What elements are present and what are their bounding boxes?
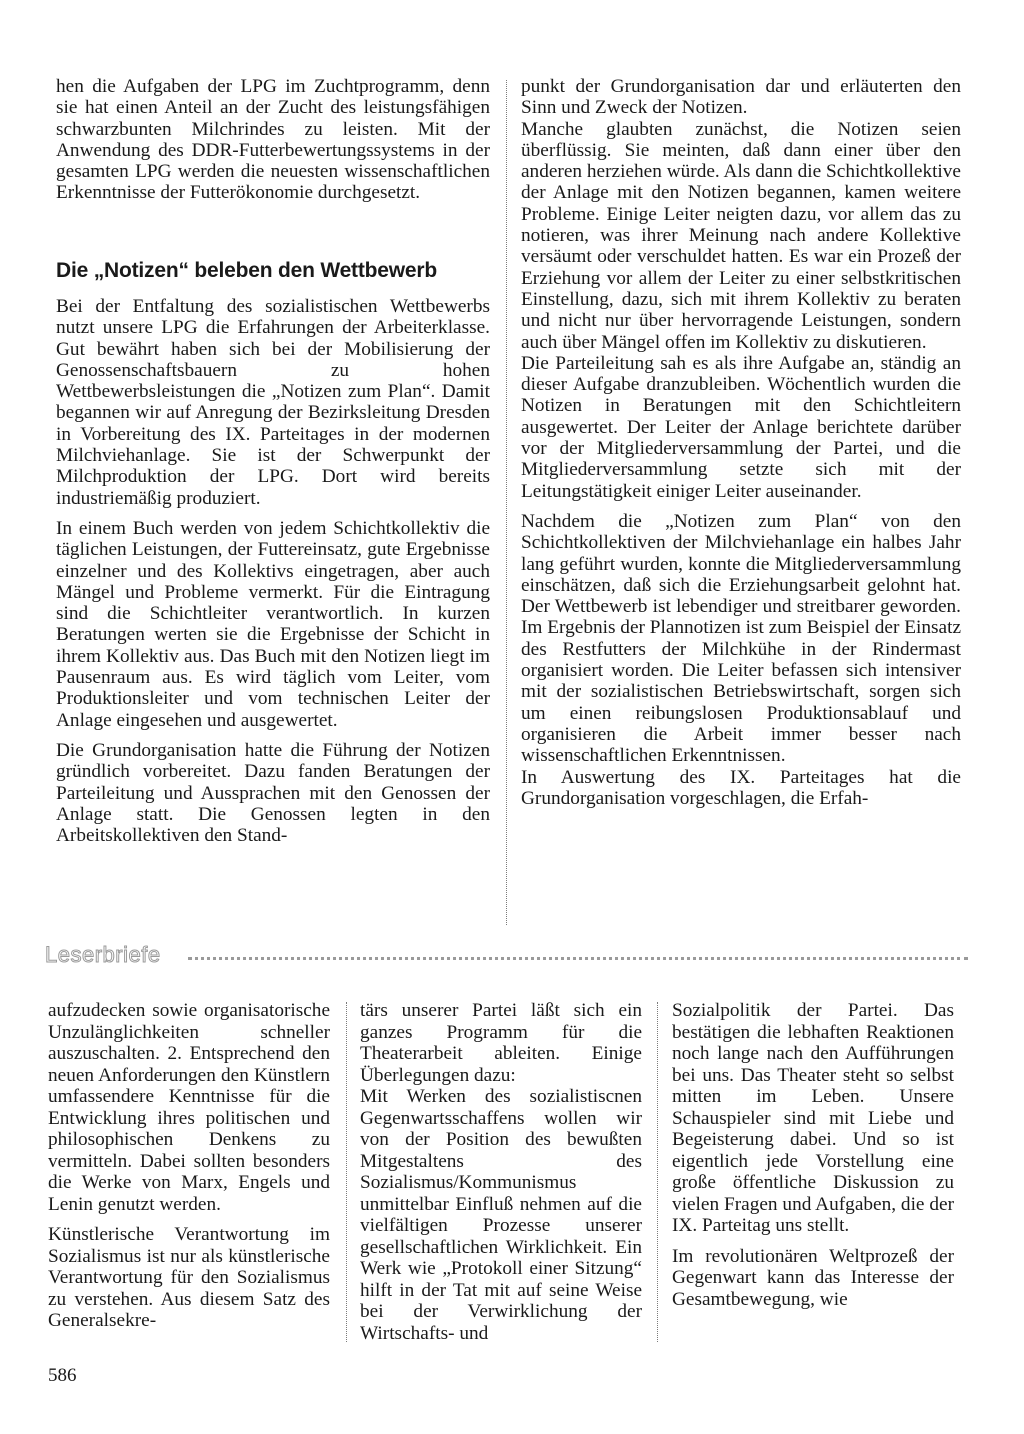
section-heading: Die „Notizen“ beleben den Wettbewerb [56,259,437,282]
paragraph: Mit Werken des sozialistiscnen Gegenwartsschaffens wollen wir von der Position des bewußten Mitgestaltens des Sozialismus/Kommunismus unmittelbar Einfluß nehmen auf die vielfältigen Prozesse unserer gesellschaftlichen Wirklichkeit. Ein Werk wie „Protokoll einer Sitzung“ hilft in der Tat mit auf seine Weise bei der Verwirklichung der Wirtschafts- und [360,1086,642,1344]
paragraph: Sozialpolitik der Partei. Das bestätigen die lebhaften Reaktionen noch lange nach den Aufführungen bei uns. Das Theater steht so selbst mitten im Leben. Unsere Schauspieler sind mit Liebe und Begeisterung dabei. Und so ist eigentlich jede Vorstellung eine große öffentliche Diskussion zu vielen Fragen und Aufgaben, die der IX. Parteitag uns stellt. [672,1000,954,1236]
column-divider [506,80,508,925]
letters-column-3 [672,1000,954,1310]
column-divider [657,1002,659,1342]
paragraph: Künstlerische Verantwortung im Sozialismus ist nur als künstlerische Verantwortung für den Sozialismus zu verstehen. Aus diesem Satz des Generalsekre- [48,1224,330,1331]
column-divider [346,1002,348,1342]
section-rule [188,957,968,960]
paragraph: aufzudecken sowie organisatorische Unzulänglichkeiten schneller auszuschalten. 2. Entsprechend den neuen Anforderungen den Künstlern umfassendere Kenntnisse für die Entwicklung ihres politischen und philosophischen Denkens zu vermitteln. Dabei sollten besonders die Werke von Marx, Engels und Lenin genutzt werden. [48,1000,330,1215]
paragraph: In Auswertung des IX. Parteitages hat die Grundorganisation vorgeschlagen, die Erfah- [521,766,961,809]
paragraph: tärs unserer Partei läßt sich ein ganzes Programm für die Theaterarbeit ableiten. Einige Überlegungen dazu: [360,1000,642,1086]
article-column-1 [56,296,490,846]
article-column-1-top [56,76,490,204]
paragraph: Im revolutionären Weltprozeß der Gegenwart kann das Interesse der Gesamtbewegung, wie [672,1245,954,1310]
letters-column-2 [360,1000,642,1344]
paragraph: punkt der Grundorganisation dar und erläuterten den Sinn und Zweck der Notizen. [521,76,961,119]
letters-column-1 [48,1000,330,1332]
article-column-2 [521,76,961,809]
paragraph: Die Grundorganisation hatte die Führung der Notizen gründlich vorbereitet. Dazu fanden Beratungen der Parteileitung und Aussprachen mit den Genossen der Anlage statt. Die Genossen legten in den Arbeitskollektiven den Stand- [56,739,490,847]
paragraph: In einem Buch werden von jedem Schichtkollektiv die täglichen Leistungen, der Futtereinsatz, gute Ergebnisse einzelner und des Kollektivs eingetragen, aber auch Mängel und Probleme vermerkt. Für die Eintragung sind die Schichtleiter verantwortlich. In kurzen Beratungen werten sie die Ergebnisse der Schicht in ihrem Kollektiv aus. Das Buch mit den Notizen liegt im Pausenraum aus. Es wird täglich vom Leiter, vom Produktionsleiter und vom technischen Leiter der Anlage eingesehen und ausgewertet. [56,517,490,731]
paragraph: Bei der Entfaltung des sozialistischen Wettbewerbs nutzt unsere LPG die Erfahrungen der Arbeiterklasse. Gut bewährt haben sich bei der Mobilisierung der Genossenschaftsbauern zu hohen Wettbewerbsleistungen die „Notizen zum Plan“. Damit begannen wir auf Anregung der Bezirksleitung Dresden in Vorbereitung des IX. Parteitages in der modernen Milchviehanlage. Sie ist der Schwerpunkt der Milchproduktion der LPG. Dort wird bereits industriemäßig produziert. [56,296,490,509]
page-number: 586 [48,1365,77,1386]
section-label: Leserbriefe [45,942,161,967]
paragraph: Manche glaubten zunächst, die Notizen seien überflüssig. Sie meinten, daß dann einer über den anderen herziehen würde. Als dann die Schichtkollektive der Anlage mit den Notizen begannen, kamen weitere Probleme. Einige Leiter neigten dazu, vor allem das zu notieren, was ihrer Meinung nach andere Kollektive versäumt oder verschuldet hatten. Es war ein Prozeß der Erziehung vor allem der Leiter zu einer selbstkritischen Einstellung, dazu, sich mit ihrem Kollektiv zu beraten und nicht nur über hervorragende Leistungen, sondern auch über Mängel offen im Kollektiv zu diskutieren. [521,118,961,353]
paragraph: Nachdem die „Notizen zum Plan“ von den Schichtkollektiven der Milchviehanlage ein halbes Jahr lang geführt wurden, konnte die Mitgliederversammlung einschätzen, daß sich die Erziehungsarbeit gelohnt hat. Der Wettbewerb ist lebendiger und streitbarer geworden. Im Ergebnis der Plannotizen ist zum Beispiel der Einsatz des Restfutters der Milchkühe in der Rindermast organisiert worden. Die Leiter befassen sich intensiver mit der sozialistischen Betriebswirtschaft, sorgen sich um einen reibungslosen Produktionsablauf und organisieren die Arbeit immer besser nach wissenschaftlichen Erkenntnissen. [521,510,961,767]
paragraph: hen die Aufgaben der LPG im Zuchtprogramm, denn sie hat einen Anteil an der Zucht des leistungsfähigen schwarzbunten Milchrindes zu leisten. Mit der Anwendung des DDR-Futterbewertungssystems in der gesamten LPG werden die neuesten wissenschaftlichen Erkenntnisse der Futterökonomie durchgesetzt. [56,76,490,204]
paragraph: Die Parteileitung sah es als ihre Aufgabe an, ständig an dieser Aufgabe dranzubleiben. Wöchentlich wurden die Notizen in Beratungen mit den Schichtleitern ausgewertet. Der Leiter der Anlage berichtete darüber vor der Mitgliederversammlung der Partei, und die Mitgliederversammlung setzte sich mit der Leitungstätigkeit einiger Leiter auseinander. [521,352,961,502]
